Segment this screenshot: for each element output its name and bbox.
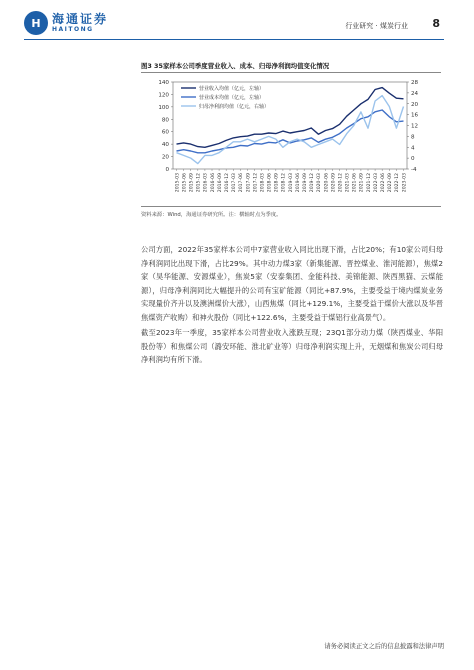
- footer-disclaimer: 请务必阅读正文之后的信息披露和法律声明: [324, 643, 444, 650]
- x-axis-tick-label: 2015-06: [182, 173, 188, 193]
- x-axis-tick-label: 2022-03: [373, 173, 379, 193]
- x-axis-tick-label: 2019-03: [288, 173, 294, 193]
- left-axis-tick-label: 20: [161, 154, 169, 161]
- logo-icon: H: [24, 11, 48, 35]
- x-axis-tick-label: 2019-09: [302, 173, 308, 193]
- figure-title: 图3 35家样本公司季度营业收入、成本、归母净利润均值变化情况: [141, 62, 330, 70]
- company-logo: [24, 11, 108, 35]
- left-axis-tick-label: 60: [161, 129, 169, 136]
- right-axis-tick-label: 8: [411, 134, 415, 141]
- x-axis-tick-label: 2022-09: [388, 173, 394, 193]
- right-axis-tick-label: 0: [411, 156, 415, 163]
- x-axis-tick-label: 2016-03: [203, 173, 209, 193]
- right-axis-tick-label: 24: [411, 90, 419, 97]
- right-axis-tick-label: 28: [411, 80, 419, 86]
- right-axis-tick-label: 20: [411, 101, 419, 108]
- x-axis-tick-label: 2017-12: [253, 173, 259, 193]
- x-axis-tick-label: 2020-06: [324, 173, 330, 193]
- x-axis-tick-label: 2022-06: [380, 173, 386, 193]
- right-axis-tick-label: 4: [411, 145, 415, 152]
- legend-label-2: 营业成本均值（亿元，左轴）: [199, 95, 265, 101]
- figure-source: 资料来源：Wind，海通证券研究所。注：横轴时点为季度。: [141, 212, 282, 218]
- legend-label-1: 营业收入均值（亿元，左轴）: [199, 86, 265, 92]
- x-axis-tick-label: 2015-03: [175, 173, 181, 193]
- logo-chinese-name: 海通证券: [52, 12, 109, 26]
- logo-english-name: HAITONG: [52, 26, 94, 33]
- x-axis-tick-label: 2016-06: [210, 173, 216, 193]
- paragraph-company-2022: 公司方面，2022年35家样本公司中7家营业收入同比出现下滑，占比20%；有10家公司归母净利润同比出现下滑，占比29%。其中动力煤3家（新集能源、晋控煤业、淮河能源），焦煤2家（昊华能源、安源煤业），焦炭5家（安泰集团、金能科技、美锦能源、陕西黑猫、云煤能源），归母净利润同比大幅提升的公司有宝矿能源（同比+87.9%，主要受益于境内煤炭业务实现量价齐升以及澳洲煤价大涨），山西焦煤（同比+129.1%，主要受益于煤价大涨以及华晋焦煤资产收购）和神火股份（同比+122.6%，主要受益于煤铝行业高景气）。: [141, 245, 443, 322]
- x-axis-tick-label: 2018-12: [281, 173, 287, 193]
- x-axis-tick-label: 2021-09: [359, 173, 365, 193]
- left-axis-tick-label: 80: [161, 117, 169, 124]
- figure-bottom-rule: [141, 206, 441, 207]
- x-axis-tick-label: 2018-03: [260, 173, 266, 193]
- left-axis-tick-label: 140: [158, 80, 169, 86]
- right-axis-tick-label: 16: [411, 112, 419, 119]
- x-axis-tick-label: 2016-09: [217, 173, 223, 193]
- x-axis-tick-label: 2021-12: [366, 173, 372, 193]
- line-chart: [141, 73, 441, 206]
- x-axis-tick-label: 2018-06: [267, 173, 273, 193]
- left-axis-tick-label: 120: [158, 92, 169, 99]
- x-axis-tick-label: 2017-09: [246, 173, 252, 193]
- x-axis-tick-label: 2017-03: [232, 173, 238, 193]
- left-axis-tick-label: 0: [165, 167, 169, 173]
- header-divider: [24, 39, 444, 40]
- header-category: 行业研究 · 煤炭行业: [345, 22, 408, 30]
- x-axis-tick-label: 2015-12: [196, 173, 202, 193]
- x-axis-tick-label: 2017-06: [239, 173, 245, 193]
- x-axis-tick-label: 2015-09: [189, 173, 195, 193]
- x-axis-tick-label: 2018-09: [274, 173, 280, 193]
- left-axis-tick-label: 40: [161, 142, 169, 149]
- x-axis-tick-label: 2020-09: [331, 173, 337, 193]
- x-axis-tick-label: 2019-12: [310, 173, 316, 193]
- x-axis-tick-label: 2021-03: [345, 173, 351, 193]
- x-axis-tick-label: 2020-12: [338, 173, 344, 193]
- x-axis-tick-label: 2023-03: [402, 173, 408, 193]
- page-number: 8: [432, 17, 440, 30]
- right-axis-tick-label: 12: [411, 123, 419, 130]
- right-axis-tick-label: -4: [411, 167, 417, 173]
- x-axis-tick-label: 2021-06: [352, 173, 358, 193]
- x-axis-tick-label: 2020-03: [317, 173, 323, 193]
- left-axis-tick-label: 100: [158, 104, 169, 111]
- x-axis-tick-label: 2019-06: [295, 173, 301, 193]
- x-axis-tick-label: 2022-12: [395, 173, 401, 193]
- legend-label-3: 归母净利润均值（亿元，右轴）: [199, 104, 270, 110]
- x-axis-tick-label: 2016-12: [224, 173, 230, 193]
- paragraph-2023q1: 截至2023年一季度，35家样本公司营业收入涨跌互现；23Q1部分动力煤（陕西煤业、华阳股份等）和焦煤公司（潞安环能、淮北矿业等）归母净利润实现上升，无烟煤和焦炭公司归母净利润均有所下滑。: [141, 328, 443, 365]
